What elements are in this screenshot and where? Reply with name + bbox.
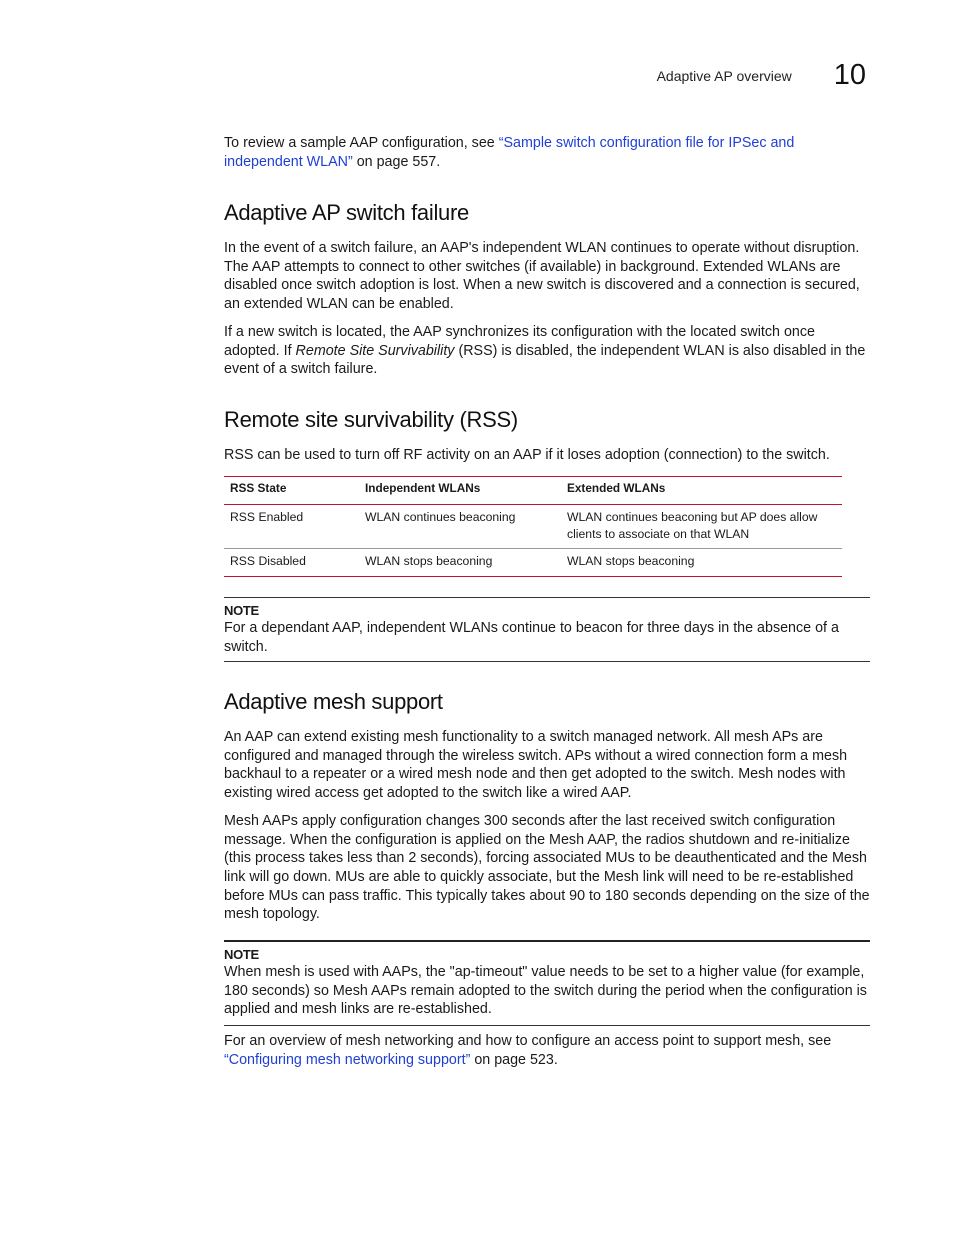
running-header	[657, 56, 866, 90]
paragraph-text: on page 523.	[470, 1051, 558, 1068]
chapter-number: 10	[833, 59, 866, 91]
rss-body	[224, 446, 870, 465]
table-cell: RSS Disabled	[224, 549, 359, 577]
table-cell: WLAN continues beaconing but AP does allow clients to associate on that WLAN	[561, 505, 842, 549]
paragraph-text: (RSS) is disabled, the independent WLAN is also disabled in the event of a switch failure.	[224, 342, 866, 378]
section-rss	[224, 407, 870, 433]
table-row	[224, 505, 842, 549]
table-header-row	[224, 477, 842, 505]
table-cell: WLAN stops beaconing	[359, 549, 561, 577]
sample-config-link[interactable]: “Sample switch configuration file for IPSec and independent WLAN”	[224, 135, 795, 170]
intro-text: To review a sample AAP configuration, see	[224, 135, 499, 151]
table-cell: WLAN stops beaconing	[561, 549, 842, 577]
mesh-overview-paragraph	[224, 1032, 870, 1069]
section-mesh	[224, 689, 870, 715]
table-row	[224, 549, 842, 577]
table-cell: WLAN continues beaconing	[359, 505, 561, 549]
paragraph: RSS can be used to turn off RF activity on an AAP if it loses adoption (connection) to the switch.	[224, 447, 830, 463]
paragraph: An AAP can extend existing mesh functionality to a switch managed network. All mesh APs are configured and managed through the wireless switch. APs without a wired connection form a mesh backhaul to a repeater or a wired mesh node and then get adopted to the switch. Mesh nodes with existing wired access get adopted to the switch like a wired AAP.	[224, 729, 848, 802]
paragraph: In the event of a switch failure, an AAP's independent WLAN continues to operate without disruption. The AAP attempts to connect to other switches (if available) in background. Extended WLANs are disabled once switch adoption is lost. When a new switch is discovered and a connection is secured, an extended WLAN can be enabled.	[224, 240, 860, 313]
note-label: NOTE	[224, 603, 259, 618]
note-box	[224, 597, 870, 662]
intro-paragraph	[224, 134, 870, 171]
note-text: For a dependant AAP, independent WLANs continue to beacon for three days in the absence of a switch.	[224, 620, 839, 655]
column-header: RSS State	[224, 477, 359, 505]
section-switch-failure	[224, 200, 870, 226]
paragraph: Mesh AAPs apply configuration changes 300 seconds after the last received switch configuration message. When the configuration is applied on the Mesh AAP, the radios shutdown and re-initialize (this process takes less than 2 seconds), forcing associated MUs to be deauthenticated and the Mesh link will go down. MUs are able to quickly associate, but the Mesh link will need to be re-established before MUs can pass traffic. This typically takes about 90 to 180 seconds depending on the size of the mesh topology.	[224, 812, 870, 923]
rss-table	[224, 476, 842, 577]
paragraph-text: For an overview of mesh networking and how to configure an access point to support mesh, see	[224, 1033, 832, 1049]
note-text: When mesh is used with AAPs, the "ap-timeout" value needs to be set to a higher value (for example, 180 seconds) so Mesh AAPs remain adopted to the switch during the period when the configuration is applied and mesh links are re-established.	[224, 964, 867, 1018]
running-title: Adaptive AP overview	[656, 68, 792, 84]
section-heading: Adaptive AP switch failure	[224, 200, 469, 225]
column-header: Extended WLANs	[561, 477, 842, 505]
paragraph-text: If a new switch is located, the AAP synchronizes its configuration with the located switch once adopted. If	[224, 323, 815, 359]
table-cell: RSS Enabled	[224, 505, 359, 549]
switch-failure-body	[224, 239, 870, 379]
section-heading: Remote site survivability (RSS)	[224, 407, 518, 432]
column-header: Independent WLANs	[359, 477, 561, 505]
mesh-body	[224, 728, 870, 924]
rss-table-wrapper	[224, 476, 870, 577]
paragraph	[224, 323, 870, 379]
note-label: NOTE	[224, 947, 259, 962]
mesh-config-link[interactable]: “Configuring mesh networking support”	[224, 1051, 471, 1068]
section-heading: Adaptive mesh support	[224, 689, 443, 714]
emphasis-text: Remote Site Survivability	[295, 342, 455, 359]
note-box	[224, 940, 870, 1026]
intro-page-ref: on page 557.	[352, 153, 441, 170]
